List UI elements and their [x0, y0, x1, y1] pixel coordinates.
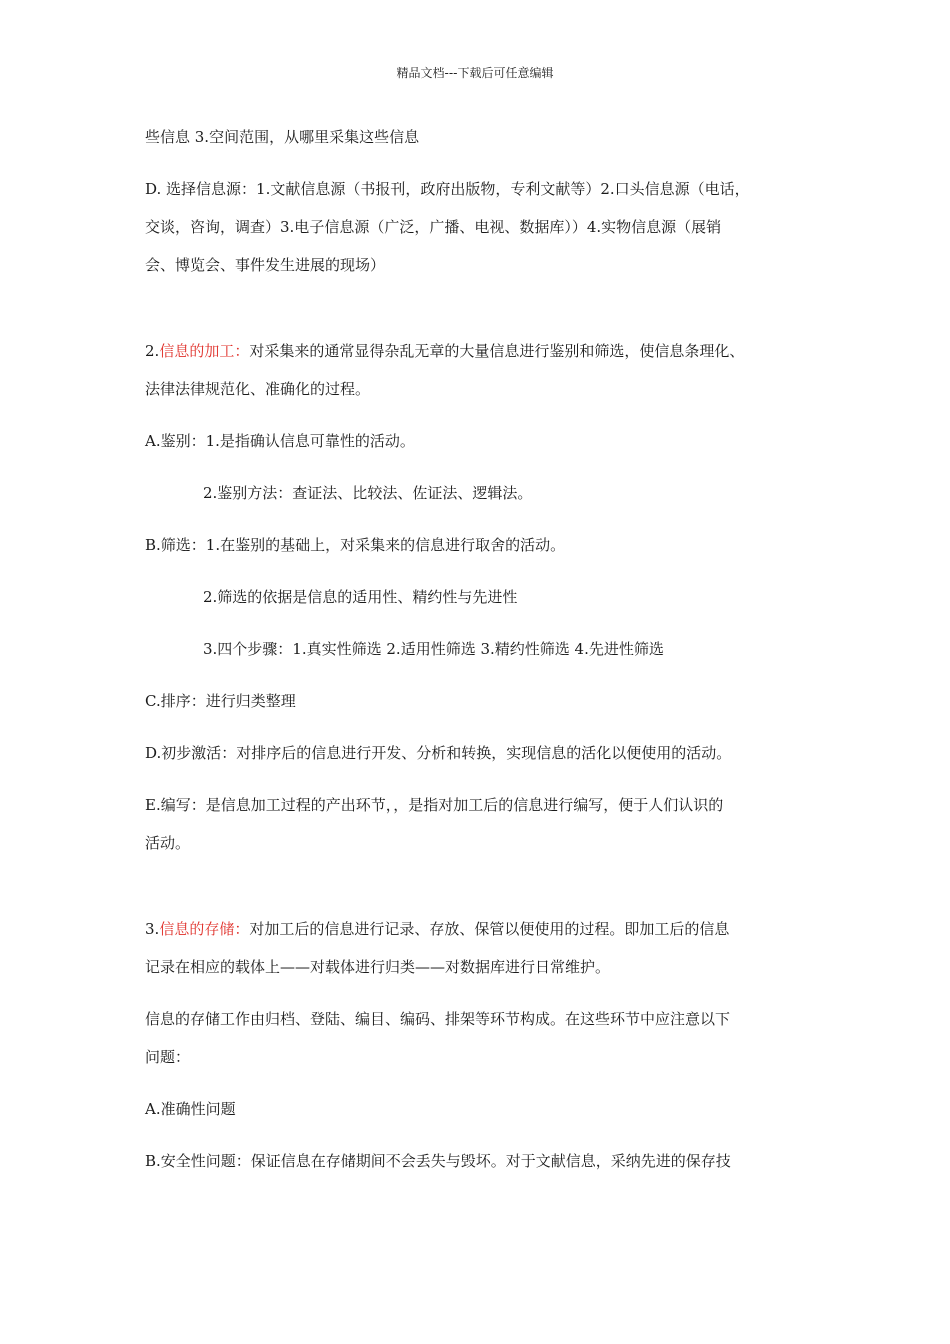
- paragraph-line: B.筛选：1.在鉴别的基础上，对采集来的信息进行取舍的活动。: [145, 536, 566, 554]
- section-number: 3.: [145, 920, 160, 938]
- paragraph-line: 些信息 3.空间范围，从哪里采集这些信息: [145, 128, 420, 146]
- paragraph-info-sources: [145, 170, 815, 284]
- paragraph-line: 2.鉴别方法：查证法、比较法、佐证法、逻辑法。: [203, 484, 533, 502]
- paragraph-line: E.编写：是信息加工过程的产出环节，，是指对加工后的信息进行编写，便于人们认识的: [145, 796, 724, 814]
- section-processing: [145, 332, 815, 408]
- document-body: [145, 118, 815, 1180]
- section-title: 信息的加工：: [159, 342, 250, 360]
- paragraph-line: 活动。: [145, 834, 191, 852]
- paragraph-line: 问题：: [145, 1048, 191, 1066]
- paragraph-line: 信息的存储工作由归档、登陆、编目、编码、排架等环节构成。在这些环节中应注意以下: [145, 1010, 731, 1028]
- page-header: 精品文档---下载后可任意编辑: [396, 66, 554, 80]
- paragraph-line: 记录在相应的载体上——对载体进行归类——对数据库进行日常维护。: [145, 958, 611, 976]
- section-title: 信息的存储：: [159, 920, 250, 938]
- paragraph-line: A.鉴别：1.是指确认信息可靠性的活动。: [145, 432, 415, 450]
- paragraph-line: D.初步激活：对排序后的信息进行开发、分析和转换，实现信息的活化以便使用的活动。: [145, 744, 732, 762]
- paragraph-line: D. 选择信息源：1.文献信息源（书报刊，政府出版物，专利文献等）2.口头信息源（电话，: [145, 180, 750, 198]
- section-text: 对加工后的信息进行记录、存放、保管以便使用的过程。即加工后的信息: [249, 920, 730, 938]
- paragraph-line: 2.筛选的依据是信息的适用性、精约性与先进性: [203, 588, 518, 606]
- paragraph-line: B.安全性问题：保证信息在存储期间不会丢失与毁坏。对于文献信息，采纳先进的保存技: [145, 1152, 731, 1170]
- section-text: 对采集来的通常显得杂乱无章的大量信息进行鉴别和筛选，使信息条理化、: [249, 342, 745, 360]
- paragraph-line: A.准确性问题: [145, 1100, 236, 1118]
- paragraph-line: 会、博览会、事件发生进展的现场）: [145, 256, 386, 274]
- paragraph-line: 交谈，咨询，调查）3.电子信息源（广泛，广播、电视、数据库））4.实物信息源（展销: [145, 218, 722, 236]
- paragraph-line: 3.四个步骤：1.真实性筛选 2.适用性筛选 3.精约性筛选 4.先进性筛选: [203, 640, 664, 658]
- paragraph-line: 法律法律规范化、准确化的过程。: [145, 380, 371, 398]
- section-number: 2.: [145, 342, 160, 360]
- paragraph-line: C.排序：进行归类整理: [145, 692, 296, 710]
- section-storage: [145, 910, 815, 986]
